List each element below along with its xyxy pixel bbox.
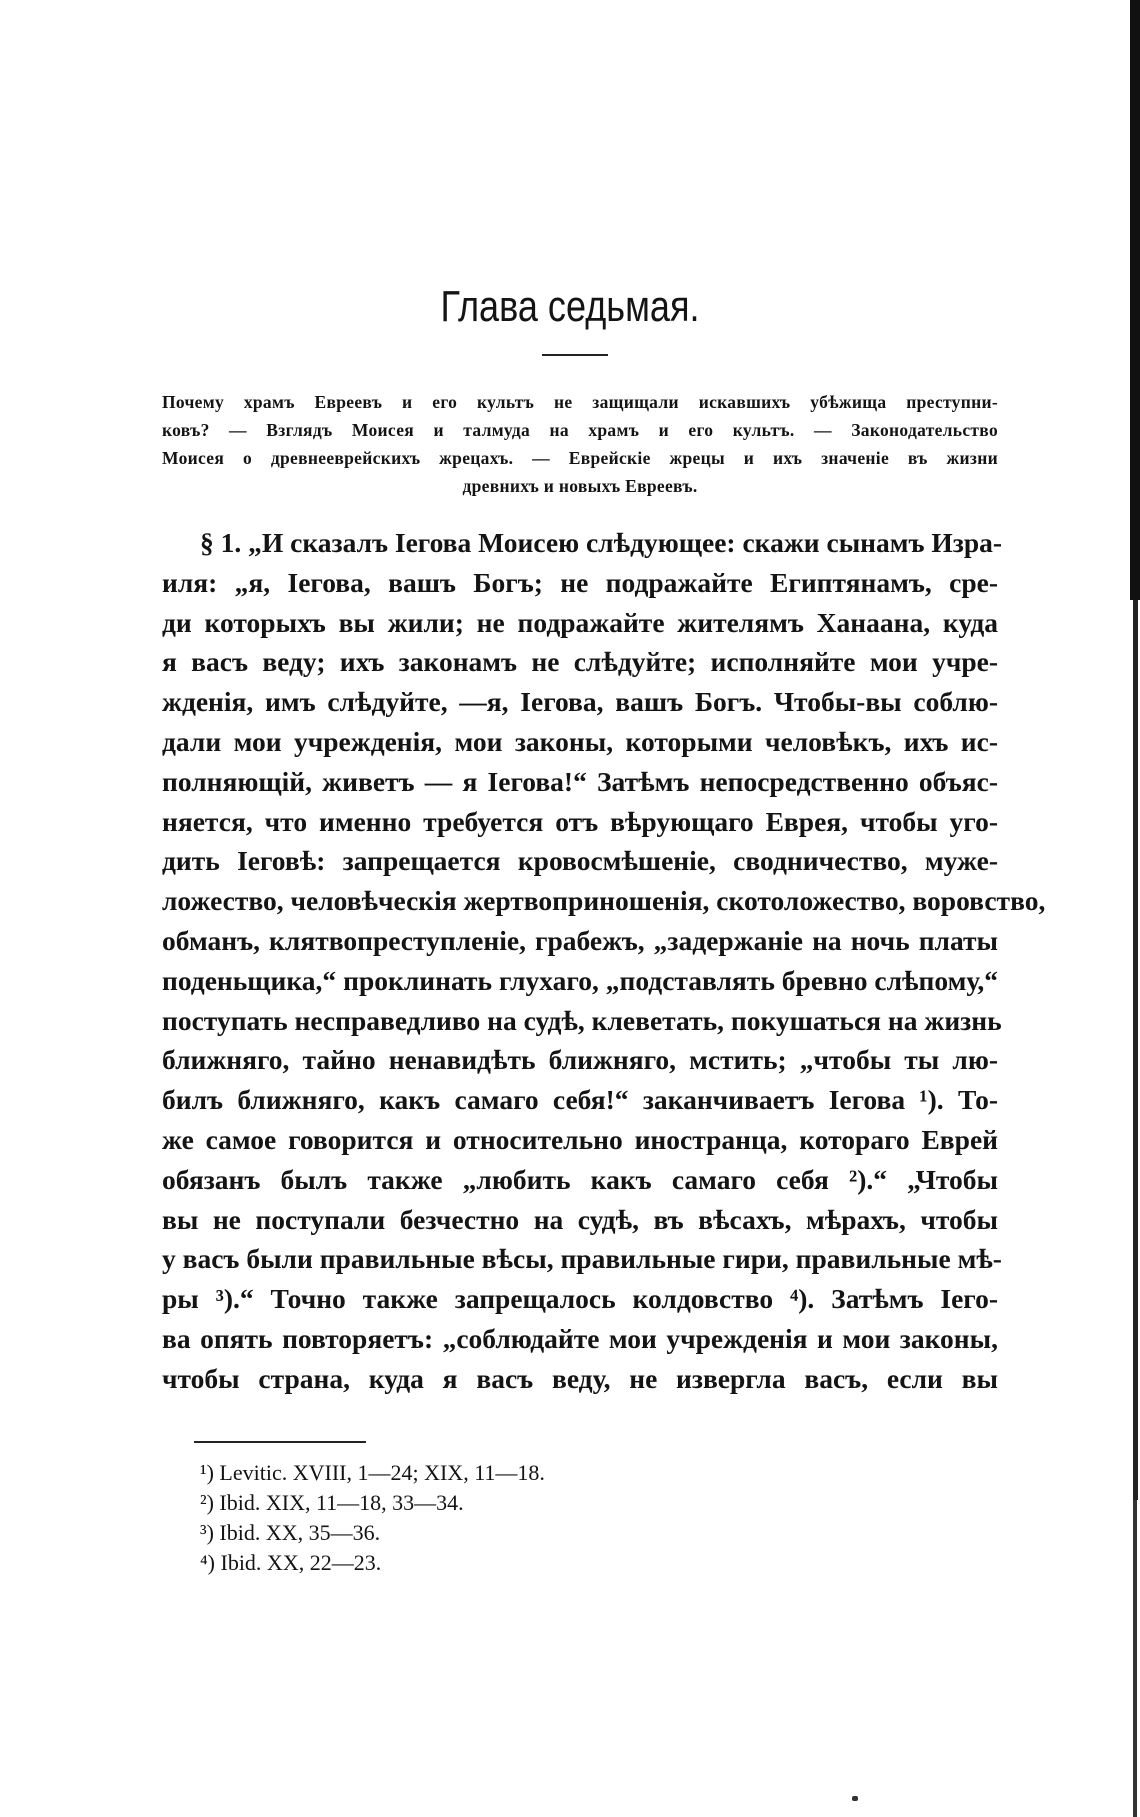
body-line: дали мои учрежденія, мои законы, которыми человѣкъ, ихъ ис-	[162, 725, 998, 757]
footnote-4: ⁴) Ibid. XX, 22—23.	[200, 1550, 382, 1575]
body-line: полняющій, живетъ — я Іегова!“ Затѣмъ непосредственно объяс-	[162, 765, 998, 797]
body-line: дить Іеговѣ: запрещается кровосмѣшеніе, сводничество, муже-	[162, 845, 998, 877]
chapter-title: Глава седьмая.	[440, 282, 700, 331]
footnote-3: ³) Ibid. XX, 35—36.	[200, 1520, 381, 1545]
page-edge-shadow-lower	[1133, 600, 1138, 1500]
body-line: § 1. „И сказалъ Іегова Моисею слѣдующее: скажи сынамъ Изра-	[200, 527, 1003, 558]
footnote-2: ²) Ibid. XIX, 11—18, 33—34.	[200, 1490, 464, 1515]
footnote-rule	[194, 1441, 366, 1443]
body-line: ближняго, тайно ненавидѣть ближняго, мстить; „чтобы ты лю-	[162, 1044, 998, 1076]
body-line: ди которыхъ вы жили; не подражайте жителямъ Ханаана, куда	[162, 606, 998, 638]
body-line: у васъ были правильные вѣсы, правильные гири, правильные мѣ-	[162, 1243, 1002, 1275]
body-line: ва опять повторяетъ: „соблюдайте мои учрежденія и мои законы,	[162, 1322, 998, 1354]
page-edge-shadow-bottom	[1133, 1500, 1137, 1817]
footnote-1: ¹) Levitic. XVIII, 1—24; XIX, 11—18.	[200, 1460, 545, 1485]
body-line: няется, что именно требуется отъ вѣрующаго Еврея, чтобы уго-	[162, 805, 998, 837]
body-line: обязанъ былъ также „любить какъ самаго себя ²).“ „Чтобы	[162, 1163, 998, 1195]
body-line: чтобы страна, куда я васъ веду, не извергла васъ, если вы	[162, 1362, 998, 1394]
page-edge-shadow	[1130, 0, 1140, 600]
body-line: билъ ближняго, какъ самаго себя!“ заканчиваетъ Іегова ¹). То-	[162, 1084, 998, 1116]
footnotes	[200, 1458, 545, 1578]
body-text	[162, 523, 1046, 1399]
body-line: ры ³).“ Точно также запрещалось колдовство ⁴). Затѣмъ Іего-	[162, 1283, 998, 1315]
body-line: обманъ, клятвопреступленіе, грабежъ, „задержаніе на ночь платы	[162, 924, 998, 956]
body-line: же самое говорится и относительно иностранца, котораго Еврей	[162, 1123, 998, 1155]
summary-line: древнихъ и новыхъ Евреевъ.	[462, 476, 698, 496]
body-line: жденія, имъ слѣдуйте, —я, Іегова, вашъ Богъ. Чтобы-вы соблю-	[162, 686, 998, 718]
body-line: иля: „я, Іегова, вашъ Богъ; не подражайте Египтянамъ, сре-	[162, 566, 998, 598]
body-line: поденьщика,“ проклинать глухаго, „подставлять бревно слѣпому,“	[162, 964, 998, 996]
chapter-summary	[162, 388, 998, 500]
summary-line: Почему храмъ Евреевъ и его культъ не защищали искавшихъ убѣжища преступни-	[162, 392, 998, 412]
body-line: ложество, человѣческія жертвоприношенія, скотоложество, воровство,	[162, 885, 1046, 917]
title-rule	[542, 354, 608, 356]
summary-line: Моисея о древнееврейскихъ жрецахъ. — Еврейскіе жрецы и ихъ значеніе въ жизни	[162, 448, 998, 468]
body-line: поступать несправедливо на судѣ, клеветать, покушаться на жизнь	[162, 1004, 1002, 1036]
body-line: я васъ веду; ихъ законамъ не слѣдуйте; исполняйте мои учре-	[162, 646, 998, 678]
print-speck	[852, 1796, 858, 1801]
summary-line: ковъ? — Взглядъ Моисея и талмуда на храмъ и его культъ. — Законодательство	[162, 420, 998, 440]
body-line: вы не поступали безчестно на судѣ, въ вѣсахъ, мѣрахъ, чтобы	[162, 1203, 998, 1235]
